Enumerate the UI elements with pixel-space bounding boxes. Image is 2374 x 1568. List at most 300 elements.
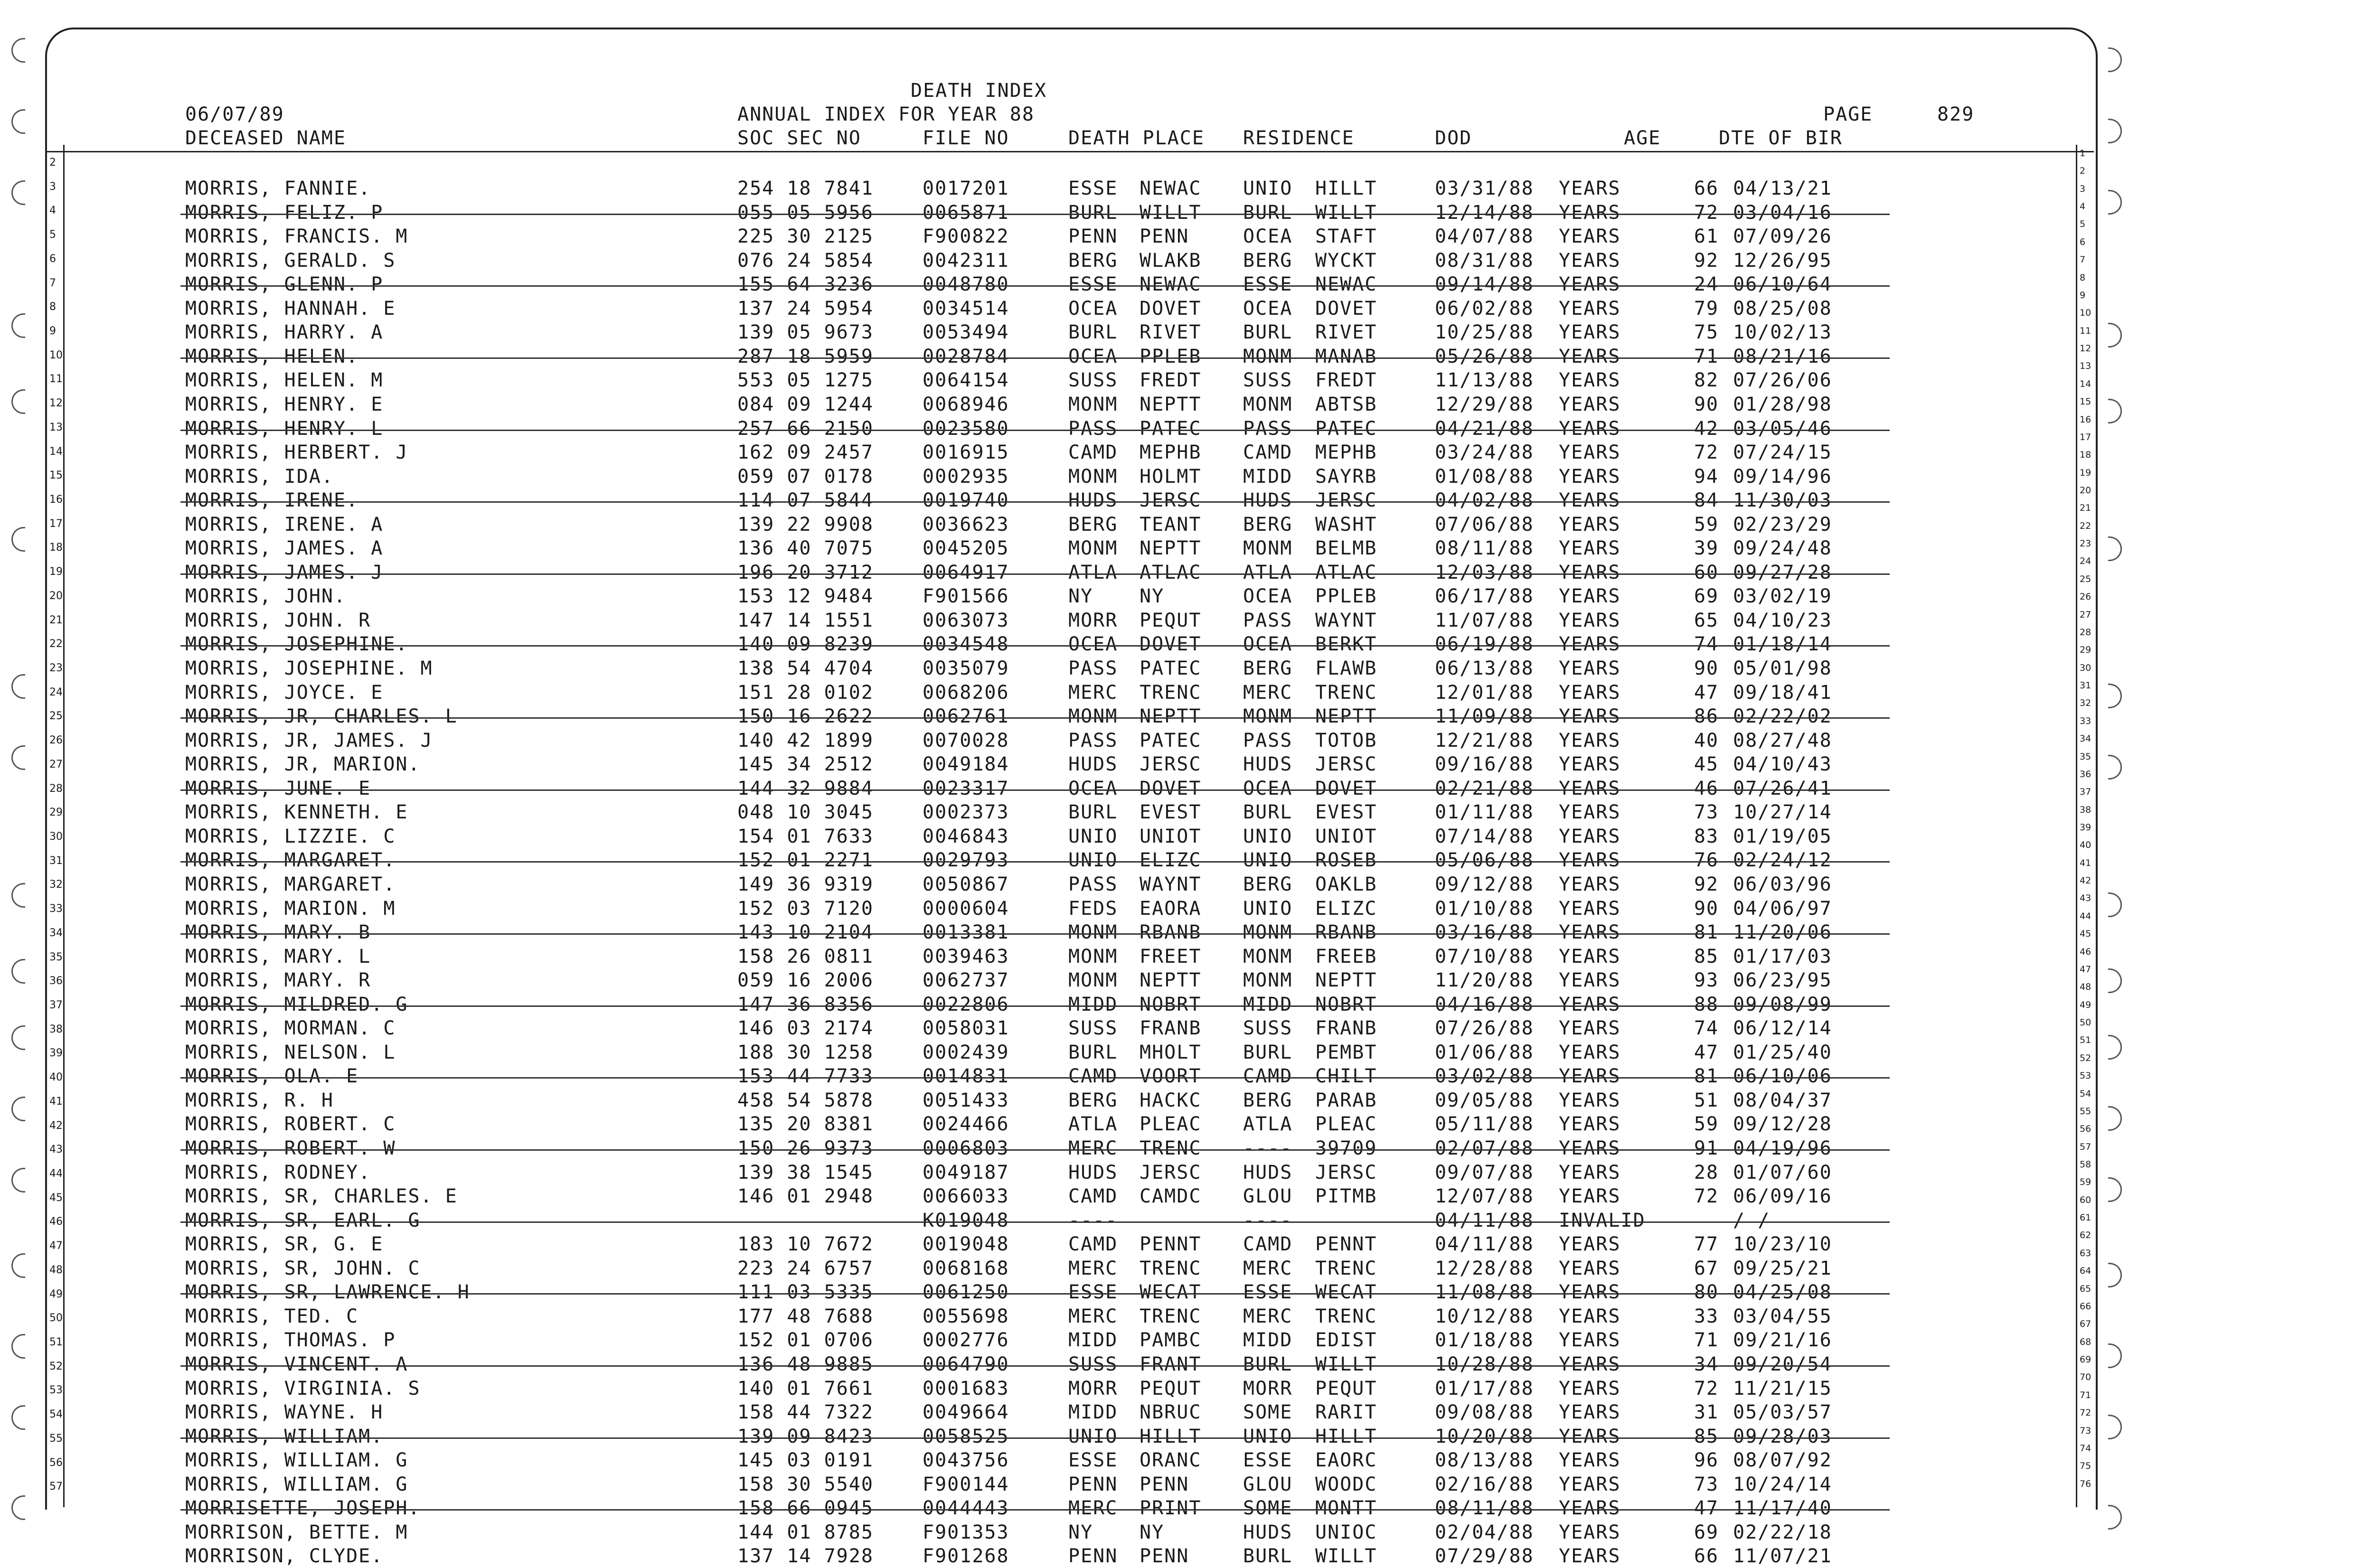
date-of-death: 04/11/88 <box>1435 1209 1534 1231</box>
left-line-number: 51 <box>49 1336 63 1348</box>
file-no: 0045205 <box>923 537 1009 560</box>
date-of-death: 08/11/88 <box>1435 1497 1534 1520</box>
file-no: 0049187 <box>923 1161 1009 1183</box>
age-unit: YEARS <box>1559 1521 1621 1543</box>
residence-county: UNIO <box>1243 178 1293 199</box>
death-place-county: PENN <box>1068 1473 1118 1495</box>
death-place-county: PENN <box>1068 1545 1118 1568</box>
death-place-county: CAMD <box>1068 1185 1118 1208</box>
residence-town: BERKT <box>1315 633 1377 656</box>
deceased-name: MORRIS, MARGARET. <box>185 849 396 872</box>
residence-county: BURL <box>1243 321 1293 344</box>
death-place-town: WLAKB <box>1140 249 1202 272</box>
right-line-number: 54 <box>2080 1088 2091 1099</box>
deceased-name: MORRIS, R. H <box>185 1089 334 1111</box>
death-place-town: JERSC <box>1140 753 1202 776</box>
residence-town: ELIZC <box>1315 897 1377 920</box>
date-of-death: 04/02/88 <box>1435 489 1534 512</box>
residence-county: PASS <box>1243 609 1293 631</box>
death-place-county: BERG <box>1068 513 1118 535</box>
file-no: 0002439 <box>923 1041 1009 1063</box>
residence-county: UNIO <box>1243 897 1293 920</box>
date-of-death: 01/18/88 <box>1435 1329 1534 1352</box>
age: 51 <box>1694 1089 1719 1111</box>
record-row <box>0 1328 2374 1352</box>
date-of-birth: 10/23/10 <box>1733 1233 1832 1256</box>
soc-sec-no: 553 05 1275 <box>737 369 874 392</box>
left-line-number: 23 <box>49 662 63 674</box>
residence-county: BURL <box>1243 1041 1293 1063</box>
residence-county: MONM <box>1243 945 1293 967</box>
death-place-county: OCEA <box>1068 345 1118 367</box>
record-row-struck <box>0 704 2374 728</box>
right-line-number: 42 <box>2080 875 2091 886</box>
date-of-birth: 08/25/08 <box>1733 297 1832 319</box>
date-of-birth: 03/04/55 <box>1733 1305 1832 1327</box>
strike-through-line <box>180 1149 1890 1151</box>
residence-county: SUSS <box>1243 369 1293 392</box>
residence-town: BELMB <box>1315 537 1377 560</box>
file-no: 0062737 <box>923 969 1009 992</box>
residence-county: OCEA <box>1243 633 1293 656</box>
residence-town: PLEAC <box>1315 1113 1377 1136</box>
residence-county: MONM <box>1243 537 1293 560</box>
right-line-number: 23 <box>2080 538 2091 549</box>
deceased-name: MORRIS, HELEN. M <box>185 369 384 392</box>
file-no: 0043756 <box>923 1449 1009 1472</box>
right-line-number: 60 <box>2080 1194 2091 1205</box>
residence-county: MIDD <box>1243 1329 1293 1352</box>
record-row-struck <box>0 417 2374 441</box>
record-row-struck <box>0 1136 2374 1160</box>
date-of-death: 07/29/88 <box>1435 1545 1534 1568</box>
death-place-town: PATEC <box>1140 657 1202 679</box>
age-unit: YEARS <box>1559 1185 1621 1208</box>
death-place-county: ESSE <box>1068 178 1118 199</box>
date-of-death: 10/12/88 <box>1435 1305 1534 1327</box>
residence-town: TRENC <box>1315 1305 1377 1327</box>
deceased-name: MORRIS, MARY. L <box>185 945 371 967</box>
age-unit: YEARS <box>1559 657 1621 679</box>
soc-sec-no: 177 48 7688 <box>737 1305 874 1327</box>
residence-town: PEQUT <box>1315 1377 1377 1399</box>
soc-sec-no: 154 01 7633 <box>737 825 874 847</box>
residence-county: PASS <box>1243 729 1293 751</box>
death-place-town: UNIOT <box>1140 825 1202 847</box>
age-unit: YEARS <box>1559 1497 1621 1520</box>
left-line-number: 8 <box>49 301 56 313</box>
age-unit: YEARS <box>1559 633 1621 656</box>
residence-town: RARIT <box>1315 1401 1377 1424</box>
deceased-name: MORRIS, NELSON. L <box>185 1041 396 1063</box>
left-line-number: 22 <box>49 638 63 650</box>
age-unit: YEARS <box>1559 201 1621 224</box>
right-line-number: 50 <box>2080 1017 2091 1028</box>
left-line-number: 5 <box>49 229 56 241</box>
right-line-number: 53 <box>2080 1070 2091 1081</box>
date-of-birth: 01/17/03 <box>1733 945 1832 967</box>
right-line-number: 28 <box>2080 627 2091 638</box>
date-of-birth: 04/10/43 <box>1733 753 1832 776</box>
record-row-struck <box>0 272 2374 296</box>
record-row-struck <box>0 1209 2374 1232</box>
file-no: F901268 <box>923 1545 1009 1568</box>
age: 42 <box>1694 417 1719 440</box>
age-unit: YEARS <box>1559 321 1621 344</box>
left-line-number: 28 <box>49 782 63 795</box>
column-header-1: DECEASED NAME <box>185 127 347 149</box>
left-line-number: 47 <box>49 1240 63 1252</box>
left-line-number: 21 <box>49 614 63 626</box>
deceased-name: MORRIS, TED. C <box>185 1305 359 1327</box>
age: 92 <box>1694 873 1719 895</box>
deceased-name: MORRIS, JAMES. A <box>185 537 384 560</box>
death-place-town: JERSC <box>1140 1161 1202 1183</box>
residence-county: ESSE <box>1243 1281 1293 1304</box>
right-line-number: 13 <box>2080 361 2091 372</box>
date-of-birth: 09/24/48 <box>1733 537 1832 560</box>
date-of-birth: / / <box>1733 1209 1771 1231</box>
left-line-number: 36 <box>49 975 63 987</box>
death-place-county: HUDS <box>1068 1161 1118 1183</box>
right-line-number: 12 <box>2080 343 2091 354</box>
record-row-struck <box>0 920 2374 944</box>
deceased-name: MORRIS, GLENN. P <box>185 273 384 296</box>
right-line-number: 11 <box>2080 325 2091 336</box>
date-of-birth: 01/07/60 <box>1733 1161 1832 1183</box>
left-line-number: 34 <box>49 927 63 939</box>
left-line-number: 52 <box>49 1360 63 1372</box>
file-no: 0000604 <box>923 897 1009 920</box>
residence-town: RIVET <box>1315 321 1377 344</box>
age-unit: YEARS <box>1559 801 1621 824</box>
death-place-town: PRINT <box>1140 1497 1202 1520</box>
deceased-name: MORRIS, RODNEY. <box>185 1161 371 1183</box>
death-place-town: PEQUT <box>1140 1377 1202 1399</box>
file-no: F901566 <box>923 585 1009 608</box>
residence-town: ROSEB <box>1315 849 1377 872</box>
residence-town: FRANB <box>1315 1017 1377 1040</box>
left-line-number: 26 <box>49 734 63 747</box>
death-place-county: MIDD <box>1068 1401 1118 1424</box>
date-of-birth: 01/25/40 <box>1733 1041 1832 1063</box>
record-row <box>0 249 2374 272</box>
death-place-county: PENN <box>1068 225 1118 248</box>
residence-county: MONM <box>1243 705 1293 728</box>
residence-county: BERG <box>1243 513 1293 535</box>
file-no: 0068946 <box>923 393 1009 415</box>
residence-town: SAYRB <box>1315 465 1377 488</box>
residence-town: DOVET <box>1315 777 1377 799</box>
right-line-number: 6 <box>2080 236 2086 247</box>
date-of-death: 07/06/88 <box>1435 513 1534 535</box>
date-of-death: 05/11/88 <box>1435 1113 1534 1136</box>
age-unit: YEARS <box>1559 921 1621 944</box>
file-no: F901353 <box>923 1521 1009 1543</box>
right-line-number: 44 <box>2080 911 2091 921</box>
residence-county: BERG <box>1243 873 1293 895</box>
date-of-birth: 04/06/97 <box>1733 897 1832 920</box>
right-line-number: 62 <box>2080 1230 2091 1241</box>
file-no: 0019048 <box>923 1233 1009 1256</box>
age-unit: YEARS <box>1559 393 1621 415</box>
date-of-birth: 06/12/14 <box>1733 1017 1832 1040</box>
age-unit: YEARS <box>1559 1353 1621 1375</box>
deceased-name: MORRIS, JR, MARION. <box>185 753 421 776</box>
record-row-struck <box>0 488 2374 512</box>
residence-county: MONM <box>1243 921 1293 944</box>
right-line-number: 36 <box>2080 769 2091 779</box>
residence-town: MEPHB <box>1315 441 1377 464</box>
right-line-number: 49 <box>2080 999 2091 1010</box>
soc-sec-no: 183 10 7672 <box>737 1233 874 1256</box>
soc-sec-no: 137 24 5954 <box>737 297 874 319</box>
record-row-struck <box>0 1352 2374 1376</box>
soc-sec-no: 152 01 2271 <box>737 849 874 872</box>
record-row <box>0 225 2374 248</box>
column-header-6: DOD <box>1435 127 1472 149</box>
date-of-birth: 12/26/95 <box>1733 249 1832 272</box>
death-place-town: FRANB <box>1140 1017 1202 1040</box>
file-no: 0034548 <box>923 633 1009 656</box>
left-line-number: 49 <box>49 1288 63 1300</box>
death-place-county: OCEA <box>1068 633 1118 656</box>
file-no: 0055698 <box>923 1305 1009 1327</box>
deceased-name: MORRIS, HENRY. L <box>185 417 384 440</box>
file-no: 0023580 <box>923 417 1009 440</box>
deceased-name: MORRIS, SR, CHARLES. E <box>185 1185 458 1208</box>
death-place-county: SUSS <box>1068 369 1118 392</box>
age: 76 <box>1694 849 1719 872</box>
record-row <box>0 729 2374 752</box>
death-place-county: MONM <box>1068 969 1118 992</box>
age-unit: YEARS <box>1559 537 1621 560</box>
file-no: 0058031 <box>923 1017 1009 1040</box>
report-subtitle: ANNUAL INDEX FOR YEAR 88 <box>737 103 1035 125</box>
residence-town: FREDT <box>1315 369 1377 392</box>
soc-sec-no: 114 07 5844 <box>737 489 874 512</box>
right-line-number: 43 <box>2080 893 2091 904</box>
age-unit: YEARS <box>1559 729 1621 751</box>
date-of-birth: 06/09/16 <box>1733 1185 1832 1208</box>
age: 92 <box>1694 249 1719 272</box>
age-unit: YEARS <box>1559 825 1621 847</box>
death-place-town: TRENC <box>1140 1137 1202 1159</box>
left-line-number: 46 <box>49 1216 63 1228</box>
age-unit: YEARS <box>1559 297 1621 319</box>
death-place-town: PEQUT <box>1140 609 1202 631</box>
death-place-town: NY <box>1140 1521 1165 1543</box>
date-of-death: 12/07/88 <box>1435 1185 1534 1208</box>
record-row <box>0 368 2374 392</box>
date-of-death: 07/10/88 <box>1435 945 1534 967</box>
residence-town: ATLAC <box>1315 561 1377 583</box>
residence-county: GLOU <box>1243 1185 1293 1208</box>
death-place-county: HUDS <box>1068 489 1118 512</box>
deceased-name: MORRIS, MARY. B <box>185 921 371 944</box>
record-row <box>0 1305 2374 1328</box>
residence-town: HILLT <box>1315 178 1377 199</box>
right-line-number: 66 <box>2080 1301 2091 1312</box>
soc-sec-no: 144 01 8785 <box>737 1521 874 1543</box>
date-of-death: 10/25/88 <box>1435 321 1534 344</box>
record-row <box>0 1089 2374 1112</box>
residence-town: MANAB <box>1315 345 1377 367</box>
deceased-name: MORRIS, ROBERT. C <box>185 1113 396 1136</box>
age: 79 <box>1694 297 1719 319</box>
age-unit: YEARS <box>1559 609 1621 631</box>
death-place-county: BURL <box>1068 321 1118 344</box>
deceased-name: MORRISON, CLYDE. <box>185 1545 384 1568</box>
residence-town: 39709 <box>1315 1137 1377 1159</box>
age: 80 <box>1694 1281 1719 1304</box>
date-of-death: 03/02/88 <box>1435 1065 1534 1088</box>
deceased-name: MORRIS, JOHN. R <box>185 609 371 631</box>
left-line-number: 37 <box>49 999 63 1011</box>
deceased-name: MORRIS, WILLIAM. G <box>185 1449 408 1472</box>
page-number: 829 <box>1937 103 1975 125</box>
death-place-county: MIDD <box>1068 993 1118 1015</box>
left-line-number: 18 <box>49 542 63 554</box>
right-line-number: 71 <box>2080 1390 2091 1400</box>
age: 60 <box>1694 561 1719 583</box>
right-line-number: 20 <box>2080 485 2091 496</box>
right-line-number: 18 <box>2080 450 2091 460</box>
column-header-5: RESIDENCE <box>1243 127 1355 149</box>
strike-through-line <box>180 645 1890 647</box>
residence-county: CAMD <box>1243 441 1293 464</box>
strike-through-line <box>180 789 1890 791</box>
soc-sec-no: 155 64 3236 <box>737 273 874 296</box>
death-place-county: NY <box>1068 585 1093 608</box>
file-no: 0039463 <box>923 945 1009 967</box>
age-unit: YEARS <box>1559 1377 1621 1399</box>
record-row <box>0 1377 2374 1400</box>
age: 72 <box>1694 201 1719 224</box>
tractor-feed-hole <box>2108 119 2122 143</box>
date-of-death: 10/28/88 <box>1435 1353 1534 1375</box>
age-unit: YEARS <box>1559 1449 1621 1472</box>
deceased-name: MORRIS, HARRY. A <box>185 321 384 344</box>
residence-town: NEPTT <box>1315 705 1377 728</box>
file-no: 0058525 <box>923 1425 1009 1447</box>
left-line-number: 48 <box>49 1264 63 1276</box>
residence-county: MERC <box>1243 1257 1293 1279</box>
residence-county: BURL <box>1243 1545 1293 1568</box>
left-line-number: 56 <box>49 1456 63 1469</box>
left-line-number: 42 <box>49 1119 63 1132</box>
deceased-name: MORRIS, LIZZIE. C <box>185 825 396 847</box>
date-of-death: 11/20/88 <box>1435 969 1534 992</box>
age: 81 <box>1694 921 1719 944</box>
residence-county: OCEA <box>1243 225 1293 248</box>
right-line-number: 46 <box>2080 946 2091 957</box>
date-of-death: 04/07/88 <box>1435 225 1534 248</box>
residence-county: BURL <box>1243 201 1293 224</box>
date-of-birth: 05/03/57 <box>1733 1401 1832 1424</box>
death-place-county: CAMD <box>1068 1233 1118 1256</box>
age: 83 <box>1694 825 1719 847</box>
soc-sec-no: 153 44 7733 <box>737 1065 874 1088</box>
column-header-8: DTE OF BIR <box>1719 127 1843 149</box>
death-place-town: PATEC <box>1140 417 1202 440</box>
left-line-number: 55 <box>49 1432 63 1445</box>
file-no: 0036623 <box>923 513 1009 535</box>
death-place-county: UNIO <box>1068 1425 1118 1447</box>
date-of-birth: 04/19/96 <box>1733 1137 1832 1159</box>
death-place-county: HUDS <box>1068 753 1118 776</box>
soc-sec-no: 139 05 9673 <box>737 321 874 344</box>
date-of-birth: 07/24/15 <box>1733 441 1832 464</box>
date-of-death: 06/13/88 <box>1435 657 1534 679</box>
age: 46 <box>1694 777 1719 799</box>
right-line-number: 73 <box>2080 1425 2091 1436</box>
file-no: 0066033 <box>923 1185 1009 1208</box>
file-no: 0049664 <box>923 1401 1009 1424</box>
file-no: 0042311 <box>923 249 1009 272</box>
death-place-county: MERC <box>1068 681 1118 704</box>
date-of-death: 07/26/88 <box>1435 1017 1534 1040</box>
date-of-death: 05/26/88 <box>1435 345 1534 367</box>
death-place-county: BURL <box>1068 801 1118 824</box>
left-line-number: 57 <box>49 1481 63 1493</box>
death-place-town: TRENC <box>1140 1257 1202 1279</box>
death-place-county: NY <box>1068 1521 1093 1543</box>
age: 90 <box>1694 897 1719 920</box>
age: 66 <box>1694 178 1719 199</box>
soc-sec-no: 151 28 0102 <box>737 681 874 704</box>
date-of-death: 11/09/88 <box>1435 705 1534 728</box>
soc-sec-no: 055 05 5956 <box>737 201 874 224</box>
age: 86 <box>1694 705 1719 728</box>
strike-through-line <box>180 1005 1890 1007</box>
residence-county: BERG <box>1243 657 1293 679</box>
soc-sec-no: 137 14 7928 <box>737 1545 874 1568</box>
date-of-death: 06/19/88 <box>1435 633 1534 656</box>
age-unit: YEARS <box>1559 1257 1621 1279</box>
deceased-name: MORRIS, WAYNE. H <box>185 1401 384 1424</box>
age-unit: YEARS <box>1559 1041 1621 1063</box>
date-of-death: 09/16/88 <box>1435 753 1534 776</box>
deceased-name: MORRISETTE, JOSEPH. <box>185 1497 421 1520</box>
left-line-number: 39 <box>49 1047 63 1060</box>
age: 73 <box>1694 801 1719 824</box>
print-date: 06/07/89 <box>185 103 284 125</box>
file-no: 0001683 <box>923 1377 1009 1399</box>
date-of-birth: 08/27/48 <box>1733 729 1832 751</box>
right-line-number: 7 <box>2080 254 2086 265</box>
soc-sec-no: 140 01 7661 <box>737 1377 874 1399</box>
death-place-county: MORR <box>1068 1377 1118 1399</box>
deceased-name: MORRIS, KENNETH. E <box>185 801 408 824</box>
death-place-town: VOORT <box>1140 1065 1202 1088</box>
file-no: 0019740 <box>923 489 1009 512</box>
right-line-number: 24 <box>2080 556 2091 567</box>
soc-sec-no: 152 01 0706 <box>737 1329 874 1352</box>
death-place-town: HILLT <box>1140 1425 1202 1447</box>
record-row-struck <box>0 201 2374 225</box>
death-place-county: BURL <box>1068 201 1118 224</box>
residence-town: PENNT <box>1315 1233 1377 1256</box>
left-line-number: 17 <box>49 517 63 530</box>
column-header-7: AGE <box>1624 127 1661 149</box>
file-no: 0061250 <box>923 1281 1009 1304</box>
file-no: F900144 <box>923 1473 1009 1495</box>
date-of-death: 11/08/88 <box>1435 1281 1534 1304</box>
right-line-number: 41 <box>2080 857 2091 868</box>
death-place-county: OCEA <box>1068 777 1118 799</box>
residence-county: MERC <box>1243 1305 1293 1327</box>
